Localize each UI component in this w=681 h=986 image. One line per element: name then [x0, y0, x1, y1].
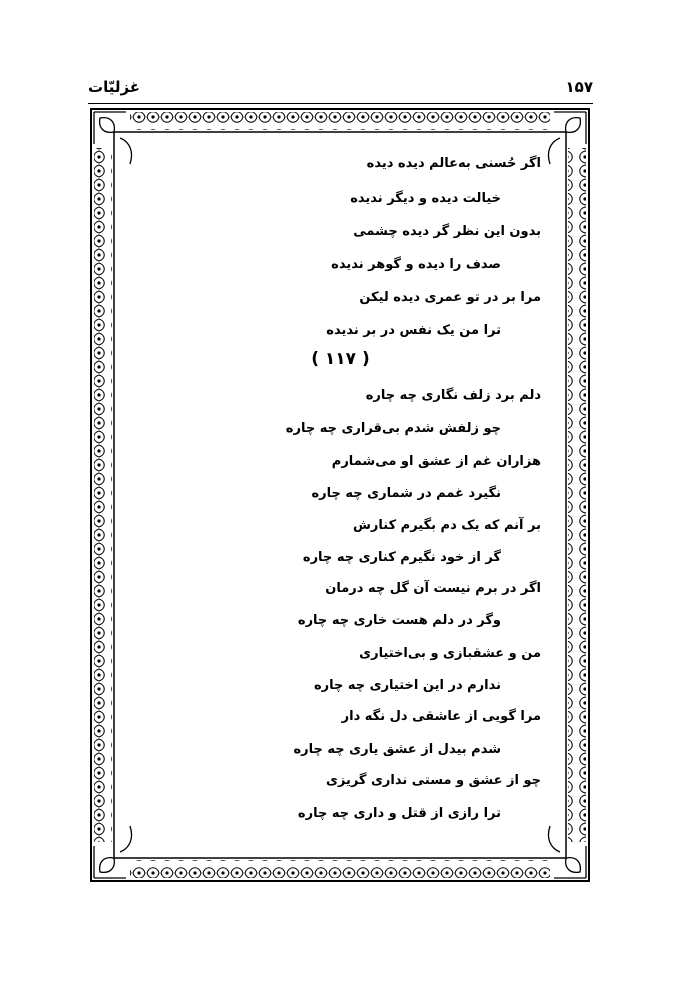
running-title: غزلیّات [88, 78, 141, 96]
verse-line: ندارم در این اختیاری چه چاره [313, 678, 501, 693]
verse-line: مرا گویی از عاشقی دل نگه دار [341, 709, 541, 724]
verse-line: شدم بیدل از عشق یاری چه چاره [293, 742, 501, 757]
verse-line: اگر حُسنی به‌عالم دیده دیده [366, 156, 541, 171]
verse-line: وگر در دلم هست خاری چه چاره [297, 613, 501, 628]
verse-line: مرا بر در تو عمری دیده لیکن [359, 290, 541, 305]
ghazal-number: ( ۱۱۷ ) [311, 349, 370, 369]
verse-line: اگر در برم نیست آن گل چه درمان [325, 581, 541, 596]
verse-line: نگیرد غمم در شماری چه چاره [311, 486, 501, 501]
verse-line: من و عشقبازی و بی‌اختیاری [359, 646, 541, 661]
verse-line: خیالت دیده و دیگر ندیده [350, 191, 501, 206]
header-rule [88, 103, 593, 104]
verse-line: گر از خود نگیرم کناری چه چاره [302, 550, 501, 565]
verse-line: بدون این نظر گر دیده چشمی [353, 224, 541, 239]
verse-line: چو زلفش شدم بی‌قراری چه چاره [285, 421, 501, 436]
verse-line: هزاران غم از عشق او می‌شمارم [331, 454, 541, 469]
verse-line: دلم برد زلف نگاری چه چاره [365, 388, 541, 403]
verse-line: ترا رازی از قتل و داری چه چاره [297, 806, 501, 821]
page-header [88, 78, 593, 102]
verse-line: ترا من یک نفس در بر ندیده [326, 323, 501, 338]
verse-line: بر آنم که یک دم بگیرم کنارش [352, 518, 541, 533]
verse-line: چو از عشق و مستی نداری گریزی [325, 773, 541, 788]
verse-line: صدف را دیده و گوهر ندیده [331, 257, 501, 272]
page-number: ۱۵۷ [565, 78, 593, 96]
